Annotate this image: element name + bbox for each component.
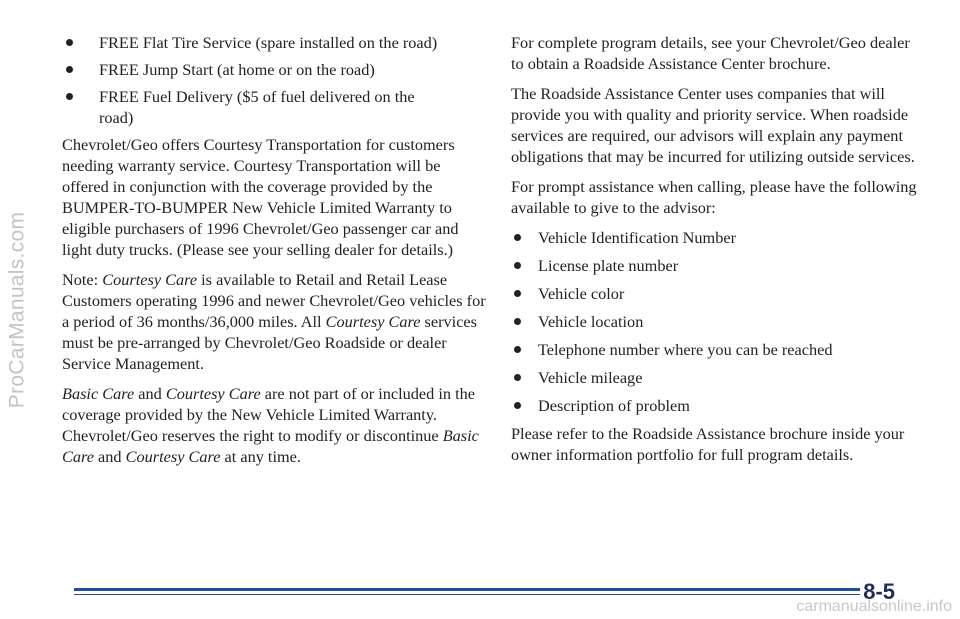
prompt-assistance-paragraph: For prompt assistance when calling, please have the following available to give to the advisor: [511,177,917,217]
side-watermark [0,0,34,619]
list-item: Telephone number where you can be reached [511,339,926,360]
roadside-center-paragraph: The Roadside Assistance Center uses companies that will provide you with quality and priority service. When roadside services are required, our advisors will explain any payment obligations that may be incurred for utilizing outside services. [511,84,915,166]
list-item: License plate number [511,255,926,276]
bullet-icon [514,346,521,353]
list-item: Vehicle color [511,283,926,304]
right-column [511,32,926,474]
list-item: FREE Fuel Delivery ($5 of fuel delivered on the road) [62,86,449,128]
list-item: Description of problem [511,395,926,416]
bottom-rule [74,588,882,595]
list-item: FREE Flat Tire Service (spare installed on the road) [62,32,487,53]
footer-watermark: carmanualsonline.info [796,598,952,615]
warranty-disclaimer-paragraph: Basic Care and Courtesy Care are not part of or included in the coverage provided by the New Vehicle Limited Warranty. Chevrolet/Geo reserves the right to modify or discontinue Basic Care and Courtesy Care at any time. [62,384,479,466]
list-item: Vehicle location [511,311,926,332]
bullet-icon [514,290,521,297]
side-watermark-text: ProCarManuals.com [5,211,28,408]
brochure-referral-paragraph: Please refer to the Roadside Assistance brochure inside your owner information portfolio for full program details. [511,424,905,464]
bullet-icon [514,234,521,241]
left-column [62,32,487,476]
courtesy-transportation-paragraph: Chevrolet/Geo offers Courtesy Transportation for customers needing warranty service. Courtesy Transportation will be offered in conjunction with the coverage provided by the BUMPER-TO-BUMPER New Vehicle Limited Warranty to eligible purchasers of 1996 Chevrolet/Geo passenger car and light duty trucks. (Please see your selling dealer for details.) [62,135,459,259]
bullet-icon [66,93,73,100]
list-item: Vehicle Identification Number [511,227,926,248]
bullet-icon [514,318,521,325]
courtesy-care-note-paragraph: Note: Courtesy Care is available to Retail and Retail Lease Customers operating 1996 and newer Chevrolet/Geo vehicles for a period of 36 months/36,000 miles. All Courtesy Care services must be pre-arranged by Chevrolet/Geo Roadside or dealer Service Management. [62,270,486,373]
program-details-paragraph: For complete program details, see your Chevrolet/Geo dealer to obtain a Roadside Assistance Center brochure. [511,33,910,73]
list-item: FREE Jump Start (at home or on the road) [62,59,487,80]
bullet-icon [66,39,73,46]
list-item: Vehicle mileage [511,367,926,388]
bullet-icon [514,262,521,269]
bullet-icon [514,374,521,381]
bullet-icon [514,402,521,409]
bullet-icon [66,66,73,73]
page-number: 8-5 [860,579,898,605]
